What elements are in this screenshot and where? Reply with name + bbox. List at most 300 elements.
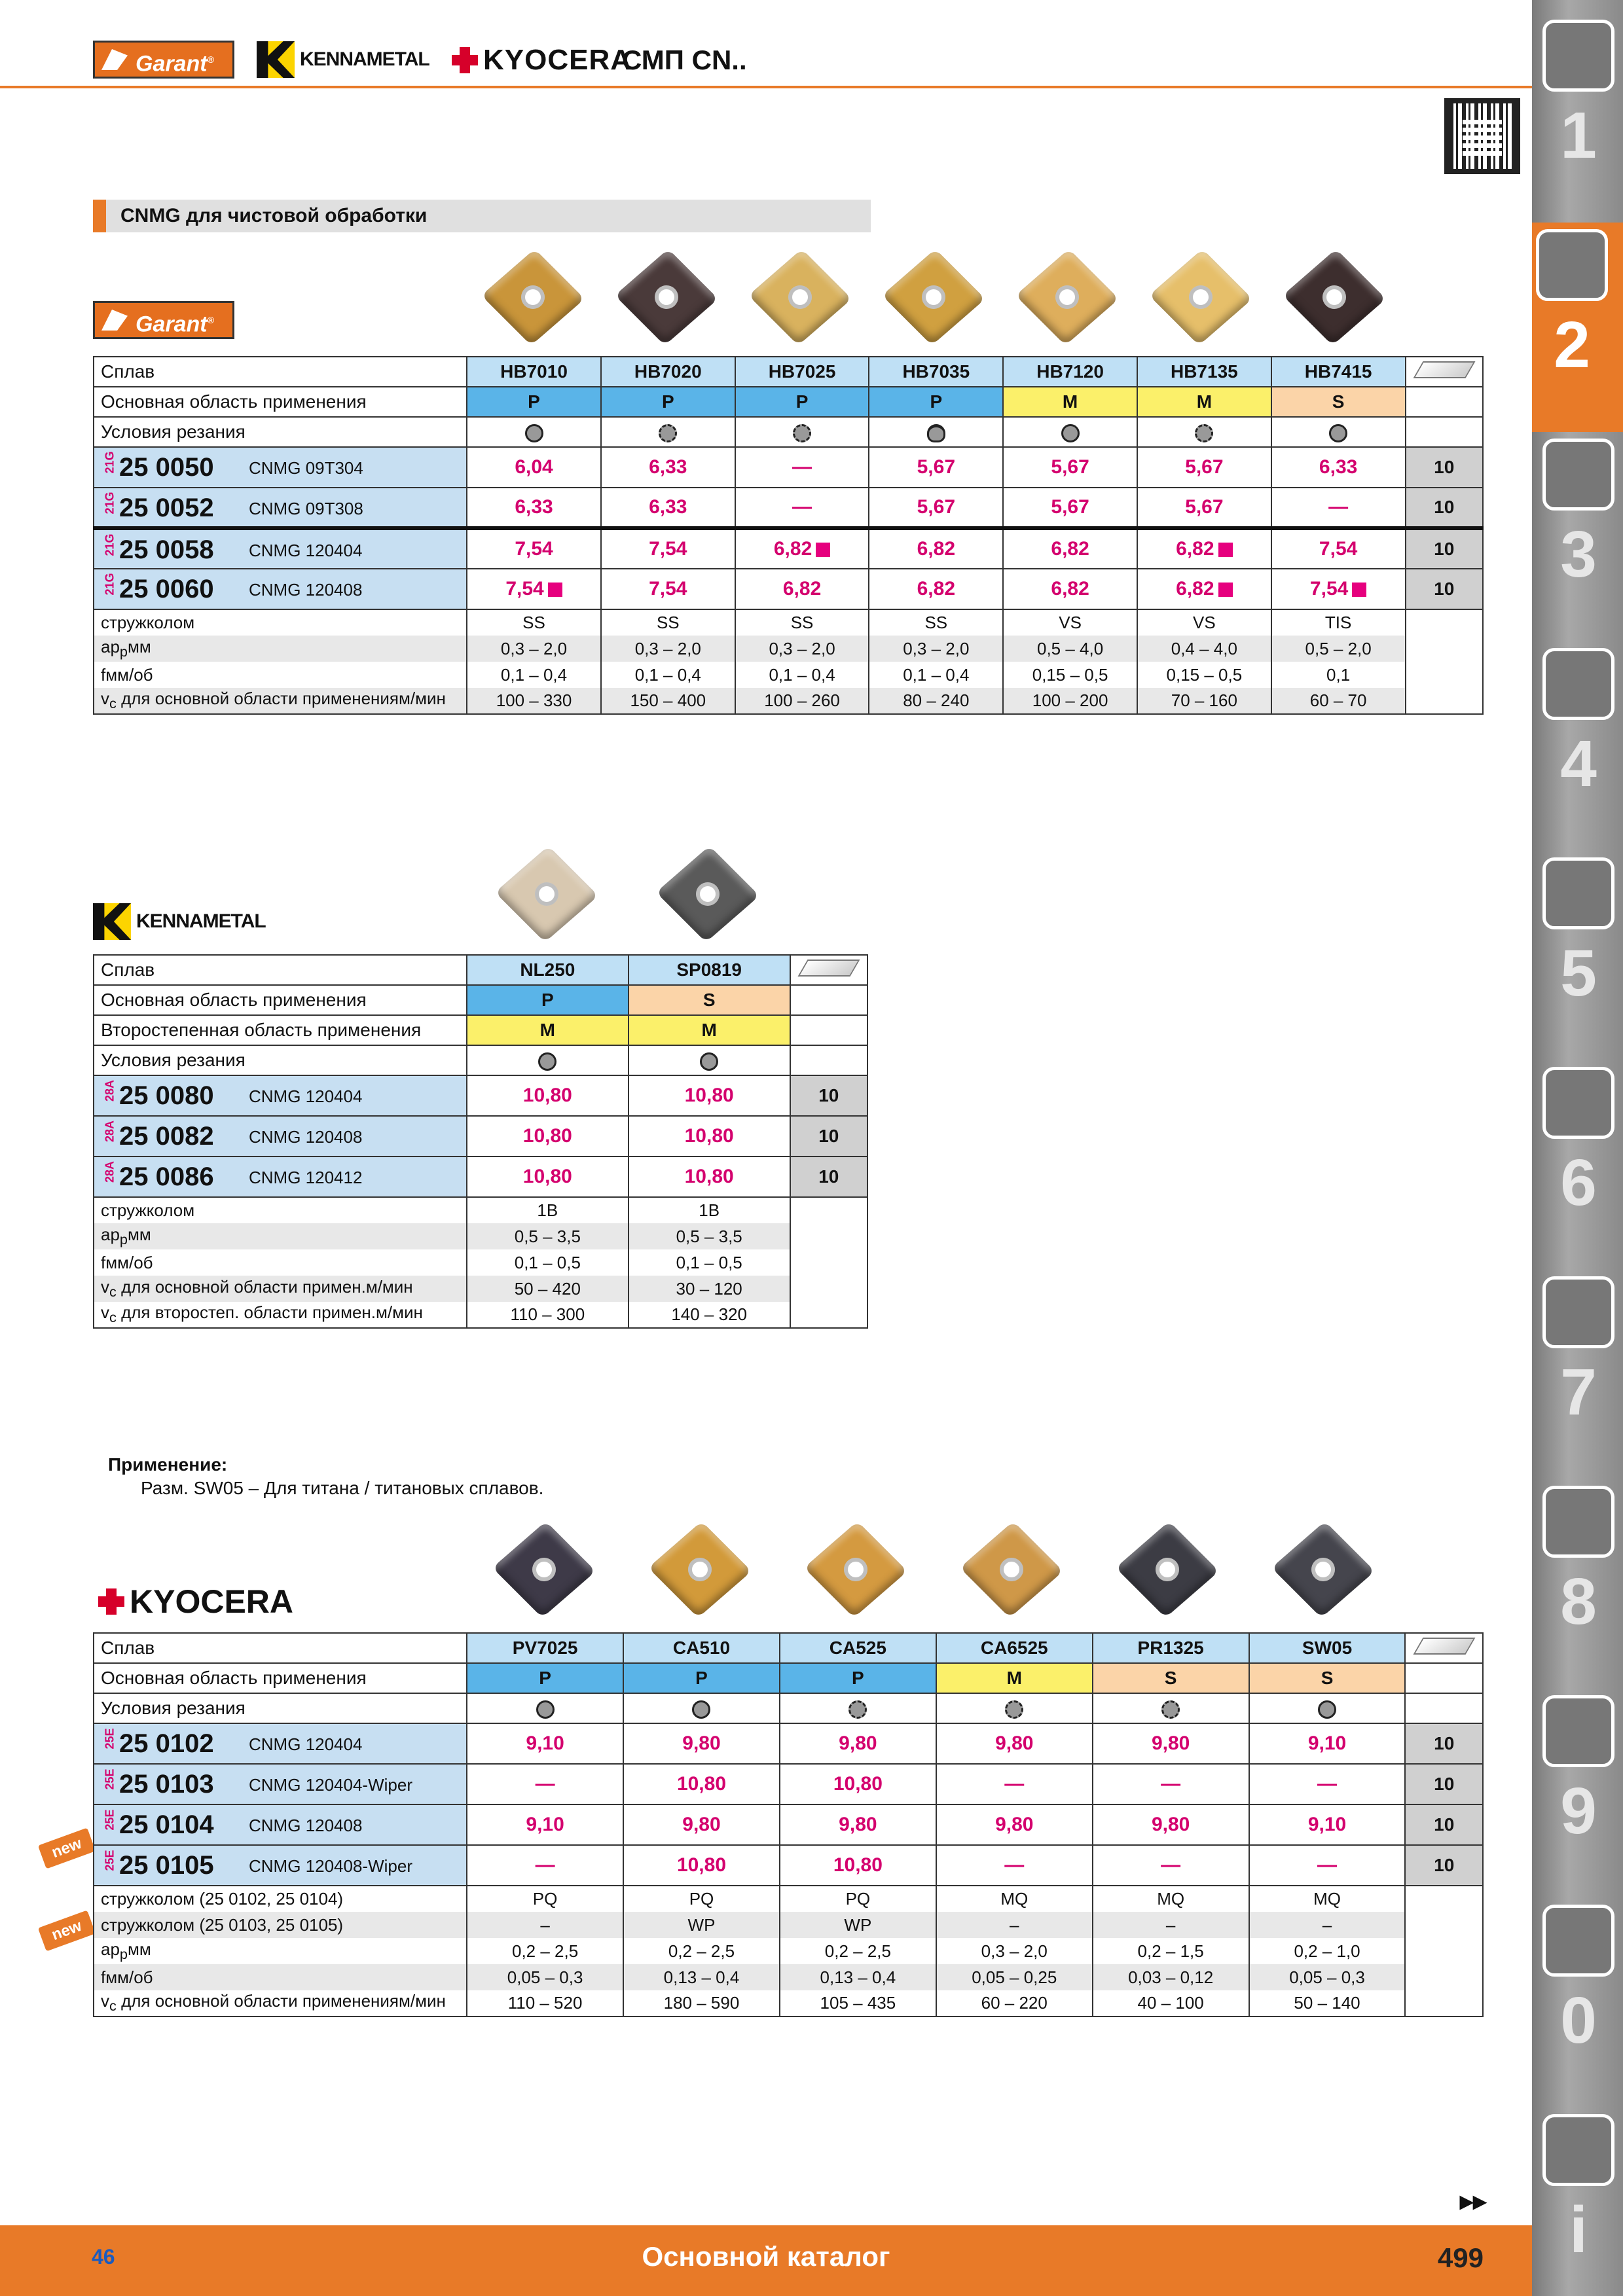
cutting-data-value: 0,2 – 1,0 bbox=[1249, 1938, 1406, 1964]
grade-header: HB7035 bbox=[869, 357, 1003, 387]
cutting-data-value: 140 – 320 bbox=[629, 1302, 790, 1328]
cutting-data-label: fмм/об bbox=[94, 662, 467, 688]
application-area: S bbox=[629, 985, 790, 1015]
price-cell: — bbox=[936, 1764, 1093, 1804]
price-cell: 5,67 bbox=[1003, 447, 1137, 488]
price-cell: 6,33 bbox=[601, 488, 735, 528]
cutting-data-value: 0,2 – 2,5 bbox=[780, 1938, 936, 1964]
cutting-condition-icon bbox=[659, 424, 677, 442]
chapter-icon bbox=[1542, 1067, 1614, 1139]
article-code: 21G bbox=[103, 573, 117, 596]
chapter-number: 8 bbox=[1560, 1565, 1597, 1638]
cutting-data-value: SS bbox=[869, 609, 1003, 636]
insert-image bbox=[662, 848, 754, 940]
cutting-data-value: 110 – 520 bbox=[467, 1990, 623, 2017]
application-area: P bbox=[780, 1663, 936, 1693]
cutting-data-value: 100 – 330 bbox=[467, 688, 601, 714]
cutting-condition-icon bbox=[538, 1052, 556, 1071]
cutting-condition-icon bbox=[700, 1052, 718, 1071]
garant-brand-mark bbox=[93, 301, 234, 339]
cutting-data-value: 0,2 – 2,5 bbox=[467, 1938, 623, 1964]
pack-header bbox=[1406, 357, 1484, 387]
cutting-data-label: $ap_pмм$ bbox=[94, 636, 467, 662]
marker-square-icon bbox=[1218, 543, 1233, 557]
cutting-data-value: 0,3 – 2,0 bbox=[601, 636, 735, 662]
cutting-data-value: 50 – 420 bbox=[467, 1276, 629, 1302]
table-row[interactable] bbox=[94, 528, 1483, 569]
insert-type: CNMG 09T308 bbox=[249, 499, 363, 518]
kennametal-table bbox=[93, 954, 868, 1329]
article-number: 25 0080 bbox=[119, 1081, 214, 1110]
article-number: 25 0102 bbox=[119, 1729, 214, 1758]
table-row[interactable] bbox=[94, 1804, 1483, 1845]
chapter-number: 1 bbox=[1560, 99, 1597, 172]
chapter-tab-3[interactable] bbox=[1539, 432, 1618, 641]
cutting-data-value: SS bbox=[735, 609, 869, 636]
header-title: СМП CN.. bbox=[622, 45, 747, 75]
chapter-tab-6[interactable] bbox=[1539, 1060, 1618, 1270]
chapter-icon bbox=[1542, 1276, 1614, 1348]
cutting-data-value: 0,3 – 2,0 bbox=[936, 1938, 1093, 1964]
cutting-data-value: 60 – 70 bbox=[1271, 688, 1406, 714]
chapter-number: 6 bbox=[1560, 1146, 1597, 1219]
price-cell: 9,80 bbox=[623, 1723, 780, 1764]
cutting-data-label: $ap_pмм$ bbox=[94, 1938, 467, 1964]
price-cell: 10,80 bbox=[629, 1075, 790, 1116]
grade-header: HB7120 bbox=[1003, 357, 1137, 387]
grade-header: PV7025 bbox=[467, 1633, 623, 1663]
price-cell: — bbox=[1249, 1845, 1406, 1886]
insert-type: CNMG 120408-Wiper bbox=[249, 1856, 412, 1876]
cutting-data-value: 0,05 – 0,3 bbox=[1249, 1964, 1406, 1990]
next-page-arrows-icon[interactable]: ▸▸ bbox=[1460, 2187, 1487, 2215]
insert-image bbox=[1155, 251, 1247, 343]
cutting-condition-icon bbox=[536, 1700, 555, 1719]
cutting-condition-icon bbox=[927, 424, 945, 442]
cutting-data-value: 0,13 – 0,4 bbox=[780, 1964, 936, 1990]
cutting-data-value: VS bbox=[1003, 609, 1137, 636]
cutting-data-label: $v_c$ для основной области примен.м/мин bbox=[94, 1276, 467, 1302]
cutting-data-value: 0,5 – 4,0 bbox=[1003, 636, 1137, 662]
chapter-tab-5[interactable] bbox=[1539, 851, 1618, 1060]
cutting-data-label: $v_c$ для второстеп. области примен.м/мин bbox=[94, 1302, 467, 1328]
article-code: 25E bbox=[103, 1850, 117, 1871]
cutting-data-value: 80 – 240 bbox=[869, 688, 1003, 714]
cutting-data-value: MQ bbox=[936, 1886, 1093, 1912]
application-area: S bbox=[1271, 387, 1406, 417]
cutting-data-value: 0,15 – 0,5 bbox=[1003, 662, 1137, 688]
cutting-data-value: 1B bbox=[467, 1197, 629, 1223]
qr-code-icon[interactable] bbox=[1444, 98, 1520, 174]
price-cell: — bbox=[936, 1845, 1093, 1886]
cutting-data-value: 0,2 – 1,5 bbox=[1093, 1938, 1249, 1964]
price-cell: 6,04 bbox=[467, 447, 601, 488]
application-area: P bbox=[735, 387, 869, 417]
table-row[interactable] bbox=[94, 1116, 867, 1157]
price-cell: 7,54 bbox=[1271, 569, 1406, 609]
cutting-condition-icon bbox=[692, 1700, 710, 1719]
insert-image bbox=[754, 251, 846, 343]
chapter-icon bbox=[1542, 20, 1614, 92]
price-cell: — bbox=[467, 1764, 623, 1804]
article-cell bbox=[94, 1804, 467, 1845]
secondary-area: M bbox=[629, 1015, 790, 1045]
application-area: S bbox=[1093, 1663, 1249, 1693]
cutting-data-value: SS bbox=[467, 609, 601, 636]
cutting-data-value: 0,1 – 0,4 bbox=[467, 662, 601, 688]
cutting-data-value: WP bbox=[780, 1912, 936, 1938]
price-cell: 9,80 bbox=[623, 1804, 780, 1845]
kyocera-logo: KYOCERA bbox=[452, 42, 632, 79]
pack-qty: 10 bbox=[1405, 1804, 1483, 1845]
price-cell: 9,10 bbox=[467, 1804, 623, 1845]
article-cell bbox=[94, 1845, 467, 1886]
insert-image bbox=[621, 251, 712, 343]
cutting-data-value: WP bbox=[623, 1912, 780, 1938]
insert-type: CNMG 09T304 bbox=[249, 458, 363, 478]
cutting-data-value: 0,1 – 0,4 bbox=[601, 662, 735, 688]
price-cell: 9,80 bbox=[1093, 1804, 1249, 1845]
article-number: 25 0104 bbox=[119, 1810, 214, 1839]
article-number: 25 0060 bbox=[119, 575, 214, 603]
cutting-data-label: $ap_pмм$ bbox=[94, 1223, 467, 1249]
cutting-data-value: 40 – 100 bbox=[1093, 1990, 1249, 2017]
price-cell: 9,10 bbox=[467, 1723, 623, 1764]
chapter-sidebar bbox=[1532, 0, 1623, 2296]
kennametal-k-icon bbox=[257, 41, 295, 78]
footer-left-number: 46 bbox=[92, 2245, 115, 2269]
kyocera-table bbox=[93, 1632, 1484, 2017]
garant-logo-small: Garant® bbox=[93, 301, 234, 339]
price-cell: 6,82 bbox=[1137, 528, 1271, 569]
application-area: P bbox=[467, 387, 601, 417]
price-cell: 10,80 bbox=[467, 1075, 629, 1116]
chapter-icon bbox=[1542, 439, 1614, 511]
section-title: CNMG для чистовой обработки bbox=[93, 200, 871, 232]
kennametal-k-icon bbox=[93, 903, 131, 940]
chapter-icon bbox=[1542, 648, 1614, 720]
price-cell: 9,80 bbox=[780, 1804, 936, 1845]
chapter-number: 5 bbox=[1560, 937, 1597, 1010]
application-area: P bbox=[601, 387, 735, 417]
insert-image bbox=[966, 1524, 1057, 1615]
cutting-data-value: 100 – 200 bbox=[1003, 688, 1137, 714]
article-code: 21G bbox=[103, 451, 117, 474]
pack-qty: 10 bbox=[790, 1157, 867, 1197]
cutting-condition-icon bbox=[525, 424, 543, 442]
price-cell: — bbox=[735, 447, 869, 488]
table-row[interactable] bbox=[94, 1157, 867, 1197]
article-number: 25 0058 bbox=[119, 535, 214, 564]
pack-qty: 10 bbox=[1405, 1764, 1483, 1804]
cutting-data-label: стружколом bbox=[94, 609, 467, 636]
cutting-data-value: 0,05 – 0,3 bbox=[467, 1964, 623, 1990]
insert-image bbox=[1122, 1524, 1213, 1615]
pack-qty: 10 bbox=[1405, 1845, 1483, 1886]
price-cell: 6,82 bbox=[1003, 528, 1137, 569]
price-cell: 9,10 bbox=[1249, 1804, 1406, 1845]
price-cell: 5,67 bbox=[1137, 488, 1271, 528]
article-number: 25 0105 bbox=[119, 1851, 214, 1880]
insert-type: CNMG 120408 bbox=[249, 1816, 363, 1835]
insert-image bbox=[501, 848, 593, 940]
price-cell: 9,10 bbox=[1249, 1723, 1406, 1764]
package-icon bbox=[1413, 1638, 1475, 1655]
application-area: M bbox=[1003, 387, 1137, 417]
price-cell: 6,82 bbox=[869, 528, 1003, 569]
cutting-data-value: – bbox=[1093, 1912, 1249, 1938]
pack-header bbox=[790, 955, 867, 985]
package-icon bbox=[797, 960, 860, 977]
cutting-condition-icon bbox=[1329, 424, 1347, 442]
cutting-data-label: $v_c$ для основной области применениям/мин bbox=[94, 688, 467, 714]
price-cell: 7,54 bbox=[467, 569, 601, 609]
price-cell: — bbox=[1271, 488, 1406, 528]
price-cell: 10,80 bbox=[467, 1116, 629, 1157]
price-cell: 10,80 bbox=[629, 1116, 790, 1157]
cutting-data-value: 0,13 – 0,4 bbox=[623, 1964, 780, 1990]
chapter-tab-9[interactable] bbox=[1539, 1689, 1618, 1898]
grade-header: HB7010 bbox=[467, 357, 601, 387]
application-area: M bbox=[936, 1663, 1093, 1693]
cutting-data-value: MQ bbox=[1249, 1886, 1406, 1912]
label-cell: Основная область применения bbox=[94, 985, 467, 1015]
page-header bbox=[0, 0, 1532, 88]
article-code: 28A bbox=[103, 1079, 117, 1102]
price-cell: 5,67 bbox=[869, 447, 1003, 488]
article-code: 25E bbox=[103, 1768, 117, 1790]
chapter-tab-i[interactable] bbox=[1539, 2108, 1618, 2296]
cutting-data-value: 0,3 – 2,0 bbox=[735, 636, 869, 662]
grade-header: CA6525 bbox=[936, 1633, 1093, 1663]
cutting-condition-icon bbox=[1195, 424, 1213, 442]
cutting-data-value: 0,5 – 3,5 bbox=[629, 1223, 790, 1249]
price-cell: 9,80 bbox=[936, 1804, 1093, 1845]
article-cell bbox=[94, 1764, 467, 1804]
pack-qty: 10 bbox=[790, 1116, 867, 1157]
price-cell: — bbox=[1093, 1845, 1249, 1886]
grade-header: HB7415 bbox=[1271, 357, 1406, 387]
chapter-icon bbox=[1542, 2114, 1614, 2186]
grade-header: HB7135 bbox=[1137, 357, 1271, 387]
new-badge: new bbox=[38, 1910, 96, 1951]
price-cell: 6,33 bbox=[601, 447, 735, 488]
grade-header: SW05 bbox=[1249, 1633, 1406, 1663]
price-cell: 6,82 bbox=[869, 569, 1003, 609]
cutting-data-label: fмм/об bbox=[94, 1964, 467, 1990]
insert-image bbox=[487, 251, 579, 343]
chapter-tab-7[interactable] bbox=[1539, 1270, 1618, 1479]
chapter-tab-8[interactable] bbox=[1539, 1479, 1618, 1689]
article-cell bbox=[94, 528, 467, 569]
kyocera-cross-icon bbox=[452, 47, 478, 73]
kyocera-brand-mark: KYOCERA bbox=[98, 1583, 293, 1621]
article-number: 25 0050 bbox=[119, 453, 214, 482]
application-area: S bbox=[1249, 1663, 1406, 1693]
cutting-data-value: PQ bbox=[623, 1886, 780, 1912]
cutting-data-label: стружколом (25 0103, 25 0105) bbox=[94, 1912, 467, 1938]
grade-header: SP0819 bbox=[629, 955, 790, 985]
price-cell: 9,80 bbox=[936, 1723, 1093, 1764]
footer-title: Основной каталог bbox=[642, 2241, 890, 2272]
cutting-data-value: VS bbox=[1137, 609, 1271, 636]
chapter-tab-1[interactable] bbox=[1539, 13, 1618, 223]
cutting-data-value: 50 – 140 bbox=[1249, 1990, 1406, 2017]
price-cell: 5,67 bbox=[1003, 488, 1137, 528]
cutting-data-value: 0,4 – 4,0 bbox=[1137, 636, 1271, 662]
price-cell: — bbox=[735, 488, 869, 528]
chapter-icon bbox=[1542, 1905, 1614, 1977]
application-area: M bbox=[1137, 387, 1271, 417]
label-cell: Условия резания bbox=[94, 417, 467, 447]
cutting-data-label: fмм/об bbox=[94, 1249, 467, 1276]
pack-qty: 10 bbox=[790, 1075, 867, 1116]
pack-qty: 10 bbox=[1406, 447, 1484, 488]
cutting-data-value: 0,5 – 3,5 bbox=[467, 1223, 629, 1249]
price-cell: — bbox=[1249, 1764, 1406, 1804]
article-cell bbox=[94, 1075, 467, 1116]
insert-image bbox=[1277, 1524, 1369, 1615]
grade-header: CA510 bbox=[623, 1633, 780, 1663]
cutting-data-value: 110 – 300 bbox=[467, 1302, 629, 1328]
page-number: 499 bbox=[1437, 2242, 1484, 2273]
price-cell: 10,80 bbox=[623, 1845, 780, 1886]
insert-image bbox=[1021, 251, 1113, 343]
kennametal-logo: KENNAMETAL bbox=[257, 41, 429, 79]
kyocera-cross-icon bbox=[98, 1588, 124, 1615]
table-row[interactable] bbox=[94, 1764, 1483, 1804]
garant-logo: Garant® bbox=[93, 41, 234, 79]
application-note: Применение: Разм. SW05 – Для титана / титановых сплавов. bbox=[108, 1454, 544, 1498]
article-code: 25E bbox=[103, 1809, 117, 1831]
table-row[interactable] bbox=[94, 488, 1483, 528]
article-number: 25 0103 bbox=[119, 1770, 214, 1799]
cutting-data-value: PQ bbox=[780, 1886, 936, 1912]
chapter-number: 0 bbox=[1560, 1984, 1597, 2057]
price-cell: 6,33 bbox=[467, 488, 601, 528]
cutting-data-value: 0,05 – 0,25 bbox=[936, 1964, 1093, 1990]
cutting-data-value: TIS bbox=[1271, 609, 1406, 636]
marker-square-icon bbox=[548, 583, 562, 597]
label-cell: Сплав bbox=[94, 357, 467, 387]
cutting-data-value: 0,5 – 2,0 bbox=[1271, 636, 1406, 662]
label-cell: Сплав bbox=[94, 955, 467, 985]
new-badge: new bbox=[38, 1827, 96, 1869]
grade-header: HB7020 bbox=[601, 357, 735, 387]
price-cell: 6,82 bbox=[1137, 569, 1271, 609]
chapter-tab-0[interactable] bbox=[1539, 1898, 1618, 2108]
table-row[interactable] bbox=[94, 447, 1483, 488]
article-code: 21G bbox=[103, 492, 117, 514]
insert-type: CNMG 120412 bbox=[249, 1168, 363, 1187]
pack-header bbox=[1405, 1633, 1483, 1663]
insert-type: CNMG 120408 bbox=[249, 1127, 363, 1147]
price-cell: 6,82 bbox=[1003, 569, 1137, 609]
insert-type: CNMG 120404-Wiper bbox=[249, 1775, 412, 1795]
application-area: P bbox=[467, 985, 629, 1015]
cutting-data-value: PQ bbox=[467, 1886, 623, 1912]
cutting-data-value: 1B bbox=[629, 1197, 790, 1223]
price-cell: 9,80 bbox=[1093, 1723, 1249, 1764]
insert-type: CNMG 120404 bbox=[249, 541, 363, 560]
cutting-condition-icon bbox=[793, 424, 811, 442]
cutting-data-value: MQ bbox=[1093, 1886, 1249, 1912]
cutting-data-value: – bbox=[1249, 1912, 1406, 1938]
chapter-number: 2 bbox=[1554, 308, 1590, 382]
page-footer bbox=[0, 2225, 1532, 2296]
grade-header: CA525 bbox=[780, 1633, 936, 1663]
article-number: 25 0086 bbox=[119, 1162, 214, 1191]
pack-qty: 10 bbox=[1406, 488, 1484, 528]
cutting-data-label: стружколом (25 0102, 25 0104) bbox=[94, 1886, 467, 1912]
chapter-tab-4[interactable] bbox=[1539, 641, 1618, 851]
table-row[interactable] bbox=[94, 1845, 1483, 1886]
chapter-tab-2[interactable] bbox=[1532, 223, 1623, 432]
cutting-data-value: 0,2 – 2,5 bbox=[623, 1938, 780, 1964]
pack-qty: 10 bbox=[1406, 569, 1484, 609]
cutting-data-value: 0,03 – 0,12 bbox=[1093, 1964, 1249, 1990]
price-cell: 10,80 bbox=[629, 1157, 790, 1197]
label-cell: Второстепенная область применения bbox=[94, 1015, 467, 1045]
chapter-number: 7 bbox=[1560, 1355, 1597, 1429]
price-cell: 7,54 bbox=[467, 528, 601, 569]
article-number: 25 0082 bbox=[119, 1122, 214, 1151]
price-cell: 10,80 bbox=[623, 1764, 780, 1804]
article-cell bbox=[94, 1723, 467, 1764]
application-area: P bbox=[623, 1663, 780, 1693]
table-row[interactable] bbox=[94, 569, 1483, 609]
cutting-data-value: 0,3 – 2,0 bbox=[869, 636, 1003, 662]
grade-header: NL250 bbox=[467, 955, 629, 985]
cutting-data-label: $v_c$ для основной области применениям/мин bbox=[94, 1990, 467, 2017]
article-cell bbox=[94, 488, 467, 528]
chapter-number: 9 bbox=[1560, 1774, 1597, 1848]
cutting-data-value: 0,1 bbox=[1271, 662, 1406, 688]
cutting-data-value: 100 – 260 bbox=[735, 688, 869, 714]
article-cell bbox=[94, 1157, 467, 1197]
article-cell bbox=[94, 1116, 467, 1157]
price-cell: 6,33 bbox=[1271, 447, 1406, 488]
table-row[interactable] bbox=[94, 1723, 1483, 1764]
article-code: 28A bbox=[103, 1160, 117, 1183]
insert-image bbox=[654, 1524, 746, 1615]
price-cell: 10,80 bbox=[467, 1157, 629, 1197]
article-code: 25E bbox=[103, 1728, 117, 1749]
table-row[interactable] bbox=[94, 1075, 867, 1116]
cutting-data-value: 0,1 – 0,4 bbox=[869, 662, 1003, 688]
chapter-icon bbox=[1536, 229, 1608, 301]
price-cell: 7,54 bbox=[601, 569, 735, 609]
price-cell: 6,82 bbox=[735, 528, 869, 569]
price-cell: 7,54 bbox=[1271, 528, 1406, 569]
article-code: 28A bbox=[103, 1120, 117, 1143]
article-code: 21G bbox=[103, 533, 117, 556]
cutting-data-value: SS bbox=[601, 609, 735, 636]
cutting-data-value: 0,1 – 0,5 bbox=[467, 1249, 629, 1276]
insert-type: CNMG 120408 bbox=[249, 580, 363, 600]
article-cell bbox=[94, 569, 467, 609]
price-cell: 10,80 bbox=[780, 1764, 936, 1804]
cutting-data-value: 70 – 160 bbox=[1137, 688, 1271, 714]
price-cell: 9,80 bbox=[780, 1723, 936, 1764]
cutting-data-value: 0,1 – 0,5 bbox=[629, 1249, 790, 1276]
cutting-data-value: – bbox=[936, 1912, 1093, 1938]
chapter-icon bbox=[1542, 1695, 1614, 1767]
application-area: P bbox=[467, 1663, 623, 1693]
insert-image bbox=[810, 1524, 902, 1615]
marker-square-icon bbox=[816, 543, 830, 557]
label-cell: Условия резания bbox=[94, 1045, 467, 1075]
